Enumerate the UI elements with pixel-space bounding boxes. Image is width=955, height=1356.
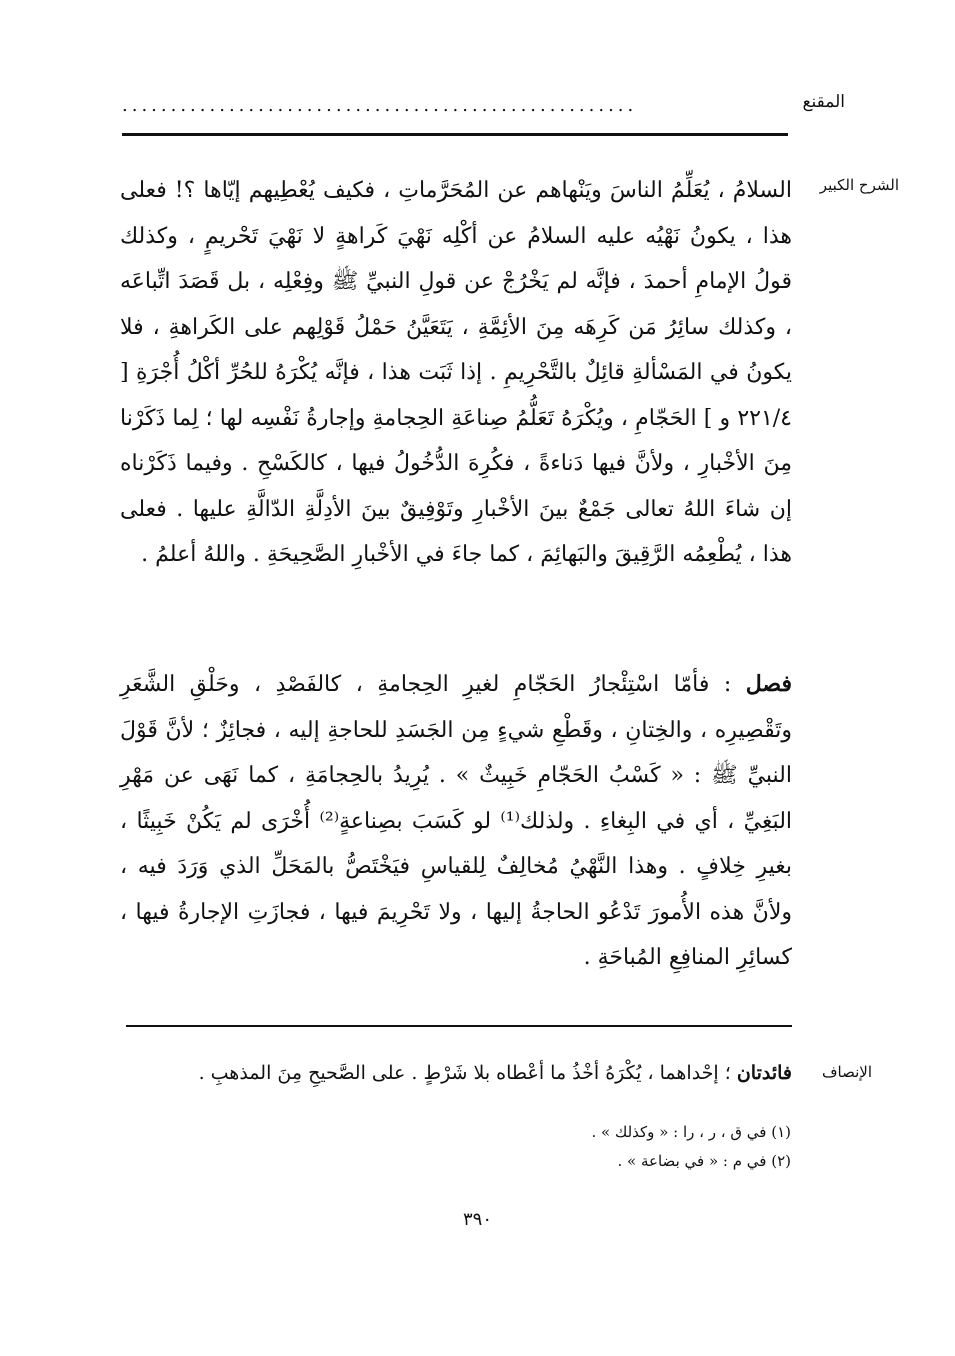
- main-paragraph-1: السلامُ ، يُعَلِّمُ الناسَ ويَنْهاهم عن المُحَرَّماتِ ، فكيف يُعْطِيهم إيّاها ؟! فعلى هذا ، يكونُ نَهْيُه عليه السلامُ عن أكْلِه نَهْيَ كَراهةٍ لا نَهْيَ تَحْريمٍ ، وكذلك قولُ الإمامِ أحمدَ ، فإنَّه لم يَخْرُجْ عن قولِ النبيِّ ﷺ وفِعْلِه ، بل قَصَدَ اتِّباعَه ، وكذلك سائِرُ مَن كَرِهَه مِنَ الأئِمَّةِ ، يَتَعَيَّنُ حَمْلُ قَوْلِهم على الكَراهةِ ، فلا يكونُ في المَسْألةِ قائِلٌ بالتَّحْرِيمِ . إذا ثَبَت هذا ، فإنَّه يُكْرَهُ للحُرِّ أكْلُ أُجْرَةِ [ ٢٢١/٤ و ] الحَجّامِ ، ويُكْرَهُ تَعَلُّمُ صِناعَةِ الحِجامةِ وإجارةُ نَفْسِه لها ؛ لِما ذَكَرْنا مِنَ الأخْبارِ ، ولأنَّ فيها دَناءةً ، فكُرِهَ الدُّخُولُ فيها ، كالكَسْحِ . وفيما ذَكَرْناه إن شاءَ اللهُ تعالى جَمْعٌ بينَ الأخْبارِ وتَوْفِيقٌ بينَ الأدِلَّةِ الدّالَّةِ عليها . فعلى هذا ، يُطْعِمُه الرَّقِيقَ والبَهائِمَ ، كما جاءَ في الأخْبارِ الصَّحِيحَةِ . واللهُ أعلمُ .: [120, 178, 792, 567]
- main-paragraph-2: [120, 662, 792, 981]
- insaf-line: [126, 1055, 792, 1091]
- side-label-main: الشرح الكبير: [819, 176, 899, 194]
- page-number: ٣٩٠: [462, 1209, 492, 1230]
- footnotes: [591, 1118, 791, 1176]
- header-dots: .....................................................: [122, 96, 638, 116]
- header-rule: [122, 133, 788, 136]
- fasl-text: : فأمّا اسْتِئْجارُ الحَجّامِ لغيرِ الحِجامةِ ، كالفَصْدِ ، وحَلْقِ الشَّعَرِ وتَقْصِيرِه ، والخِتانِ ، وقَطْعِ شيءٍ مِن الجَسَدِ للحاجةِ إليه ، فجائِزٌ ؛ لأنَّ قَوْلَ النبيِّ ﷺ : « كَسْبُ الحَجّامِ خَبِيثٌ » . يُرِيدُ بالحِجامَةِ ، كما نَهَى عن مَهْرِ البَغِيِّ ، أي في البِغاءِ . ولذلك⁽¹⁾ لو كَسَبَ بصِناعةٍ⁽²⁾ أُخْرَى لم يَكُنْ خَبِيثًا ، بغيرِ خِلافٍ . وهذا النَّهْيُ مُخالِفٌ لِلقياسِ فيَخْتَصُّ بالمَحَلِّ الذي وَرَدَ فيه ، ولأنَّ هذه الأُمورَ تَدْعُو الحاجةُ إليها ، ولا تَحْرِيمَ فيها ، فجازَتِ الإجارةُ فيها ، كسائِرِ المنافِعِ المُباحَةِ .: [120, 672, 793, 970]
- fasl-label: فصل: [745, 671, 792, 697]
- side-label-insaf: الإنصاف: [821, 1063, 872, 1081]
- insaf-text: ؛ إحْداهما ، يُكْرَهُ أخْذُ ما أعْطاه بلا شَرْطٍ . على الصَّحيحِ مِنَ المذهبِ .: [198, 1062, 737, 1084]
- book-title: المقنع: [802, 92, 845, 112]
- footnote-2: (٢) في م : « في بضاعة » .: [617, 1152, 791, 1170]
- footnote-1: (١) في ق ، ر ، را : « وكذلك » .: [591, 1123, 791, 1141]
- section-divider: [126, 1025, 792, 1027]
- insaf-label: فائدتان: [736, 1062, 792, 1084]
